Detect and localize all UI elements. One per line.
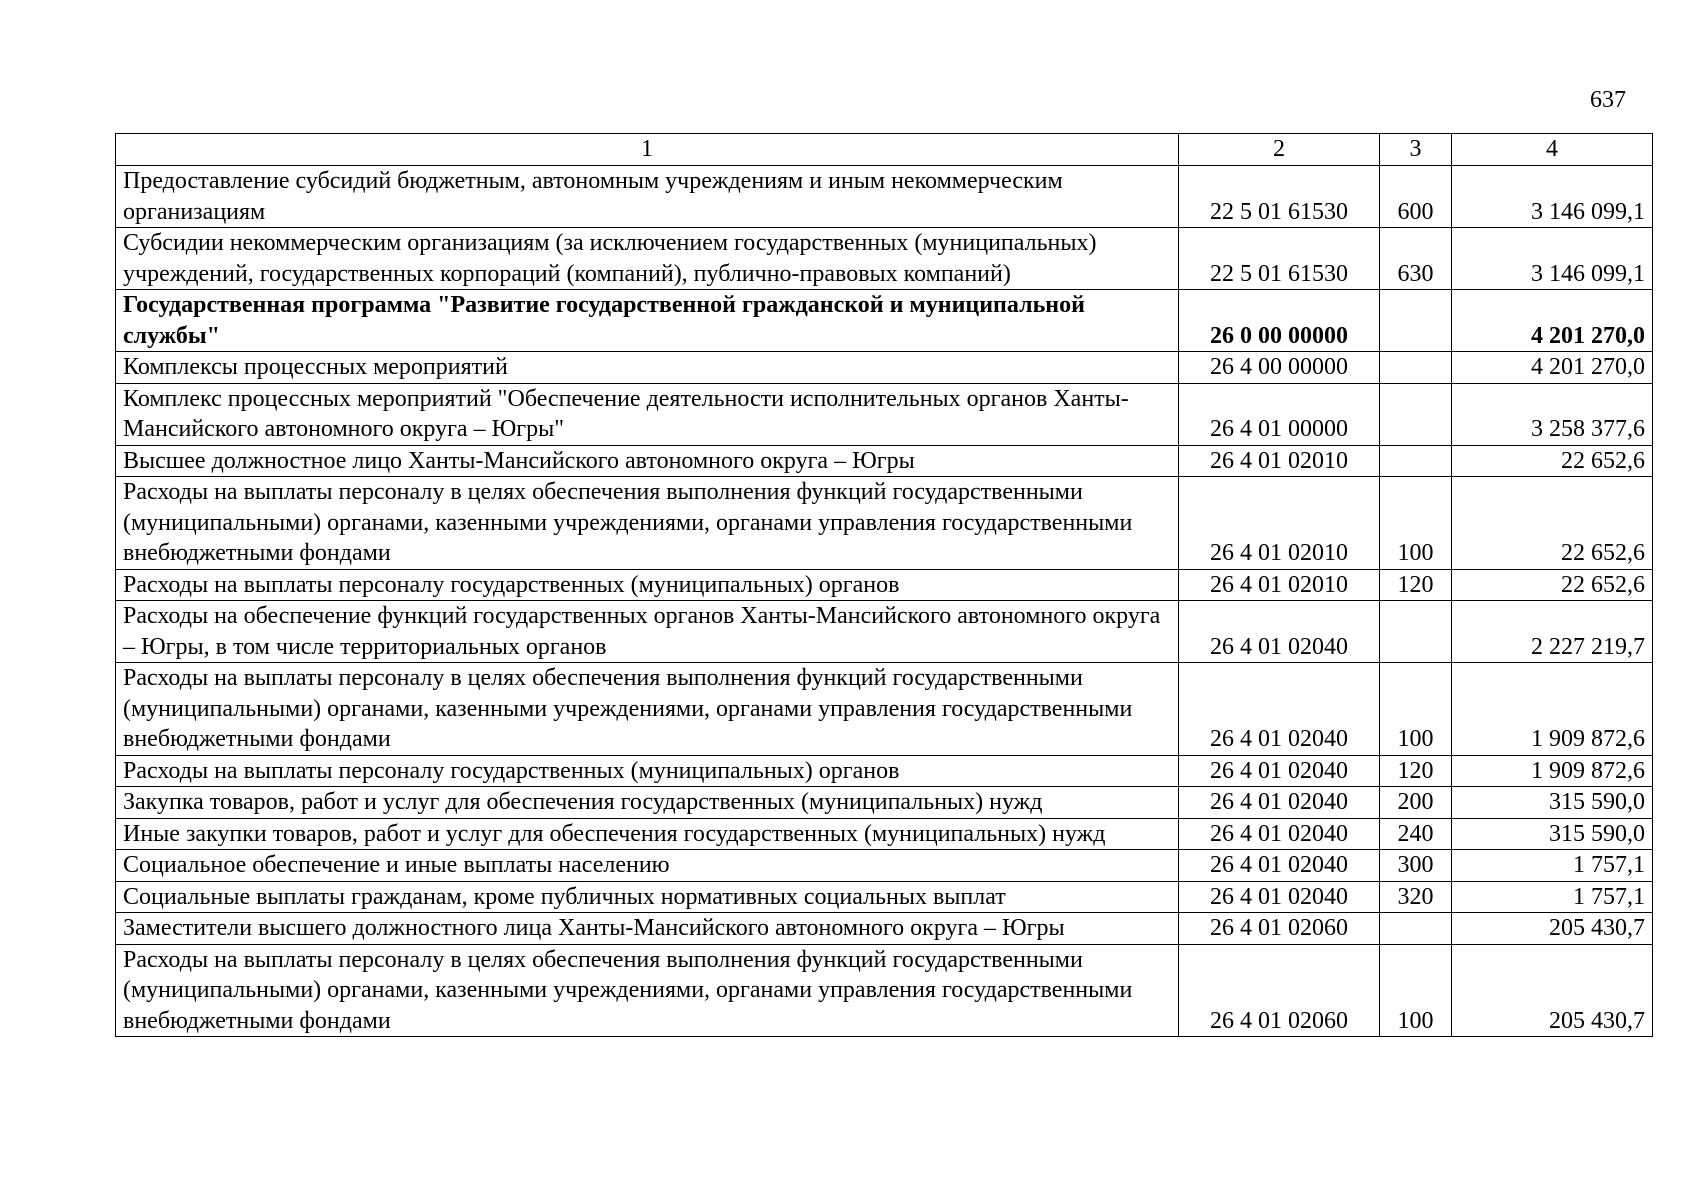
amount-cell: 2 227 219,7	[1452, 601, 1653, 663]
table-row	[116, 569, 1653, 601]
amount-cell: 22 652,6	[1452, 569, 1653, 601]
expense-name-cell: Закупка товаров, работ и услуг для обеспечения государственных (муниципальных) нужд	[116, 787, 1179, 819]
expense-name-cell: Расходы на выплаты персоналу государственных (муниципальных) органов	[116, 569, 1179, 601]
expense-name-cell: Расходы на обеспечение функций государственных органов Ханты-Мансийского автономного округа – Югры, в том числе территориальных органов	[116, 601, 1179, 663]
expense-name-cell: Предоставление субсидий бюджетным, автономным учреждениям и иным некоммерческим организациям	[116, 166, 1179, 228]
expense-name-cell: Комплекс процессных мероприятий "Обеспечение деятельности исполнительных органов Ханты-Мансийского автономного округа – Югры"	[116, 383, 1179, 445]
table-row	[116, 663, 1653, 756]
amount-cell: 315 590,0	[1452, 787, 1653, 819]
table-row	[116, 818, 1653, 850]
expense-name-cell: Социальные выплаты гражданам, кроме публичных нормативных социальных выплат	[116, 881, 1179, 913]
target-code-cell: 26 4 01 02040	[1179, 850, 1380, 882]
target-code-cell: 26 4 01 02040	[1179, 755, 1380, 787]
expense-type-cell	[1380, 383, 1452, 445]
expense-type-cell: 320	[1380, 881, 1452, 913]
amount-cell: 1 757,1	[1452, 850, 1653, 882]
expense-type-cell: 200	[1380, 787, 1452, 819]
expense-type-cell: 630	[1380, 228, 1452, 290]
expense-name-cell: Высшее должностное лицо Ханты-Мансийского автономного округа – Югры	[116, 445, 1179, 477]
target-code-cell: 26 4 01 02040	[1179, 881, 1380, 913]
table-row	[116, 228, 1653, 290]
column-header-3: 3	[1380, 134, 1452, 166]
target-code-cell: 22 5 01 61530	[1179, 228, 1380, 290]
amount-cell: 315 590,0	[1452, 818, 1653, 850]
expense-type-cell: 100	[1380, 944, 1452, 1037]
table-row	[116, 383, 1653, 445]
expense-name-cell: Расходы на выплаты персоналу в целях обеспечения выполнения функций государственными (муниципальными) органами, казенными учреждениями, органами управления государственными внебюджетными фондами	[116, 944, 1179, 1037]
expense-name-cell: Иные закупки товаров, работ и услуг для обеспечения государственных (муниципальных) нужд	[116, 818, 1179, 850]
table-row	[116, 601, 1653, 663]
expense-type-cell	[1380, 601, 1452, 663]
target-code-cell: 26 4 01 02040	[1179, 663, 1380, 756]
column-header-1: 1	[116, 134, 1179, 166]
expense-name-cell: Субсидии некоммерческим организациям (за исключением государственных (муниципальных) учреждений, государственных корпораций (компаний), публично-правовых компаний)	[116, 228, 1179, 290]
expense-type-cell: 100	[1380, 663, 1452, 756]
expense-name-cell: Заместители высшего должностного лица Ханты-Мансийского автономного округа – Югры	[116, 913, 1179, 945]
expense-type-cell: 120	[1380, 755, 1452, 787]
table-row	[116, 477, 1653, 570]
table-row	[116, 850, 1653, 882]
expense-type-cell	[1380, 290, 1452, 352]
amount-cell: 205 430,7	[1452, 944, 1653, 1037]
amount-cell: 3 146 099,1	[1452, 228, 1653, 290]
target-code-cell: 26 0 00 00000	[1179, 290, 1380, 352]
amount-cell: 22 652,6	[1452, 445, 1653, 477]
expense-name-cell: Расходы на выплаты персоналу в целях обеспечения выполнения функций государственными (муниципальными) органами, казенными учреждениями, органами управления государственными внебюджетными фондами	[116, 477, 1179, 570]
amount-cell: 1 909 872,6	[1452, 755, 1653, 787]
expense-type-cell: 100	[1380, 477, 1452, 570]
expense-type-cell	[1380, 913, 1452, 945]
expense-name-cell: Расходы на выплаты персоналу в целях обеспечения выполнения функций государственными (муниципальными) органами, казенными учреждениями, органами управления государственными внебюджетными фондами	[116, 663, 1179, 756]
expense-type-cell	[1380, 445, 1452, 477]
expense-name-cell: Государственная программа "Развитие государственной гражданской и муниципальной службы"	[116, 290, 1179, 352]
expense-type-cell: 300	[1380, 850, 1452, 882]
expense-type-cell: 600	[1380, 166, 1452, 228]
table-body	[116, 166, 1653, 1037]
target-code-cell: 26 4 01 02010	[1179, 569, 1380, 601]
target-code-cell: 26 4 01 02010	[1179, 445, 1380, 477]
table-row	[116, 445, 1653, 477]
target-code-cell: 26 4 01 02010	[1179, 477, 1380, 570]
table-row	[116, 881, 1653, 913]
amount-cell: 4 201 270,0	[1452, 352, 1653, 384]
target-code-cell: 22 5 01 61530	[1179, 166, 1380, 228]
expense-name-cell: Расходы на выплаты персоналу государственных (муниципальных) органов	[116, 755, 1179, 787]
table-row	[116, 913, 1653, 945]
budget-table	[115, 133, 1653, 1037]
table-row	[116, 290, 1653, 352]
amount-cell: 3 146 099,1	[1452, 166, 1653, 228]
table-row	[116, 755, 1653, 787]
target-code-cell: 26 4 01 02060	[1179, 913, 1380, 945]
expense-type-cell: 240	[1380, 818, 1452, 850]
expense-name-cell: Комплексы процессных мероприятий	[116, 352, 1179, 384]
column-header-4: 4	[1452, 134, 1653, 166]
amount-cell: 3 258 377,6	[1452, 383, 1653, 445]
target-code-cell: 26 4 01 02040	[1179, 818, 1380, 850]
column-header-2: 2	[1179, 134, 1380, 166]
table-row	[116, 944, 1653, 1037]
target-code-cell: 26 4 01 02040	[1179, 787, 1380, 819]
page-number: 637	[1590, 87, 1626, 113]
amount-cell: 22 652,6	[1452, 477, 1653, 570]
amount-cell: 1 909 872,6	[1452, 663, 1653, 756]
amount-cell: 1 757,1	[1452, 881, 1653, 913]
target-code-cell: 26 4 00 00000	[1179, 352, 1380, 384]
table-header-row	[116, 134, 1653, 166]
target-code-cell: 26 4 01 02040	[1179, 601, 1380, 663]
expense-type-cell	[1380, 352, 1452, 384]
target-code-cell: 26 4 01 02060	[1179, 944, 1380, 1037]
amount-cell: 205 430,7	[1452, 913, 1653, 945]
expense-type-cell: 120	[1380, 569, 1452, 601]
expense-name-cell: Социальное обеспечение и иные выплаты населению	[116, 850, 1179, 882]
amount-cell: 4 201 270,0	[1452, 290, 1653, 352]
table-row	[116, 166, 1653, 228]
target-code-cell: 26 4 01 00000	[1179, 383, 1380, 445]
table-row	[116, 787, 1653, 819]
table-row	[116, 352, 1653, 384]
